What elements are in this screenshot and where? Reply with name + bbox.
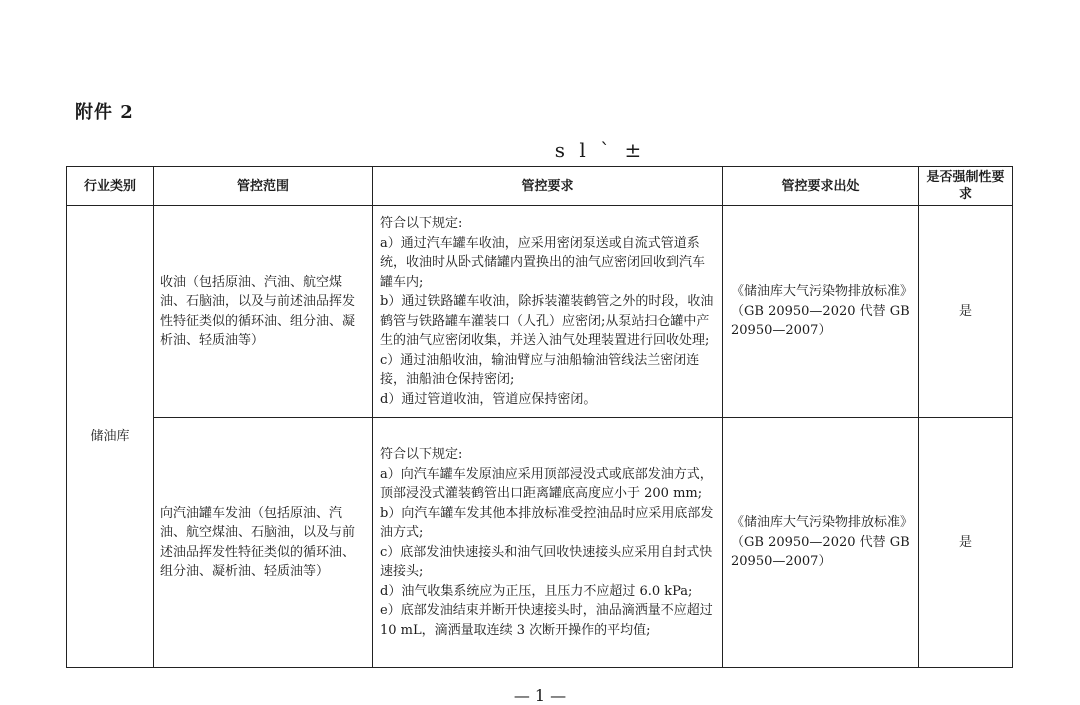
page-number: — 1 — [513, 686, 567, 705]
header-requirements: 管控要求 [373, 167, 723, 206]
requirement-line: a）通过汽车罐车收油，应采用密闭泵送或自流式管道系统，收油时从卧式储罐内置换出的油气应密闭回收到汽车罐车内; [380, 235, 706, 290]
requirements-cell [373, 206, 723, 418]
header-industry: 行业类别 [67, 167, 154, 206]
requirement-line: 符合以下规定: [380, 447, 463, 462]
requirement-line: 符合以下规定: [380, 216, 463, 231]
table-row [67, 418, 1013, 668]
mandatory-cell: 是 [919, 418, 1013, 668]
header-source: 管控要求出处 [723, 167, 919, 206]
industry-cell: 储油库 [67, 206, 154, 668]
table-row [67, 206, 1013, 418]
requirement-line: d）通过管道收油，管道应保持密闭。 [380, 391, 597, 407]
requirement-line: a）向汽车罐车发原油应采用顶部浸没式或底部发油方式，顶部浸没式灌装鹤管出口距离罐底高度应小于 200 mm; [380, 466, 713, 501]
attachment-label: 附件 2 [75, 102, 134, 123]
header-mandatory: 是否强制性要求 [919, 167, 1013, 206]
requirements-cell [373, 418, 723, 668]
mandatory-cell: 是 [919, 206, 1013, 418]
control-requirements-table [66, 166, 1013, 668]
table-header-row [67, 167, 1013, 206]
document-title: s l ` ± [554, 138, 646, 162]
requirement-line: e）底部发油结束并断开快速接头时，油品滴洒量不应超过 10 mL，滴洒量取连续 3 次断开操作的平均值; [380, 603, 713, 638]
requirement-line: c）底部发油快速接头和油气回收快速接头应采用自封式快速接头; [380, 544, 713, 579]
requirement-line: c）通过油船收油，输油臂应与油船输油管线法兰密闭连接，油船油仓保持密闭; [380, 352, 700, 387]
requirement-line: b）向汽车罐车发其他本排放标准受控油品时应采用底部发油方式; [380, 505, 714, 540]
header-scope: 管控范围 [154, 167, 373, 206]
requirement-line: d）油气收集系统应为正压，且压力不应超过 6.0 kPa; [380, 583, 693, 599]
scope-cell: 收油（包括原油、汽油、航空煤油、石脑油，以及与前述油品挥发性特征类似的循环油、组分油、凝析油、轻质油等） [154, 206, 373, 418]
requirement-line: b）通过铁路罐车收油，除拆装灌装鹤管之外的时段，收油鹤管与铁路罐车灌装口（人孔）应密闭;从泵站扫仓罐中产生的油气应密闭收集，并送入油气处理装置进行回收处理; [380, 294, 714, 348]
source-cell: 《储油库大气污染物排放标准》（GB 20950—2020 代替 GB 20950—2007） [723, 206, 919, 418]
source-cell: 《储油库大气污染物排放标准》（GB 20950—2020 代替 GB 20950—2007） [723, 418, 919, 668]
scope-cell: 向汽油罐车发油（包括原油、汽油、航空煤油、石脑油，以及与前述油品挥发性特征类似的循环油、组分油、凝析油、轻质油等） [154, 418, 373, 668]
